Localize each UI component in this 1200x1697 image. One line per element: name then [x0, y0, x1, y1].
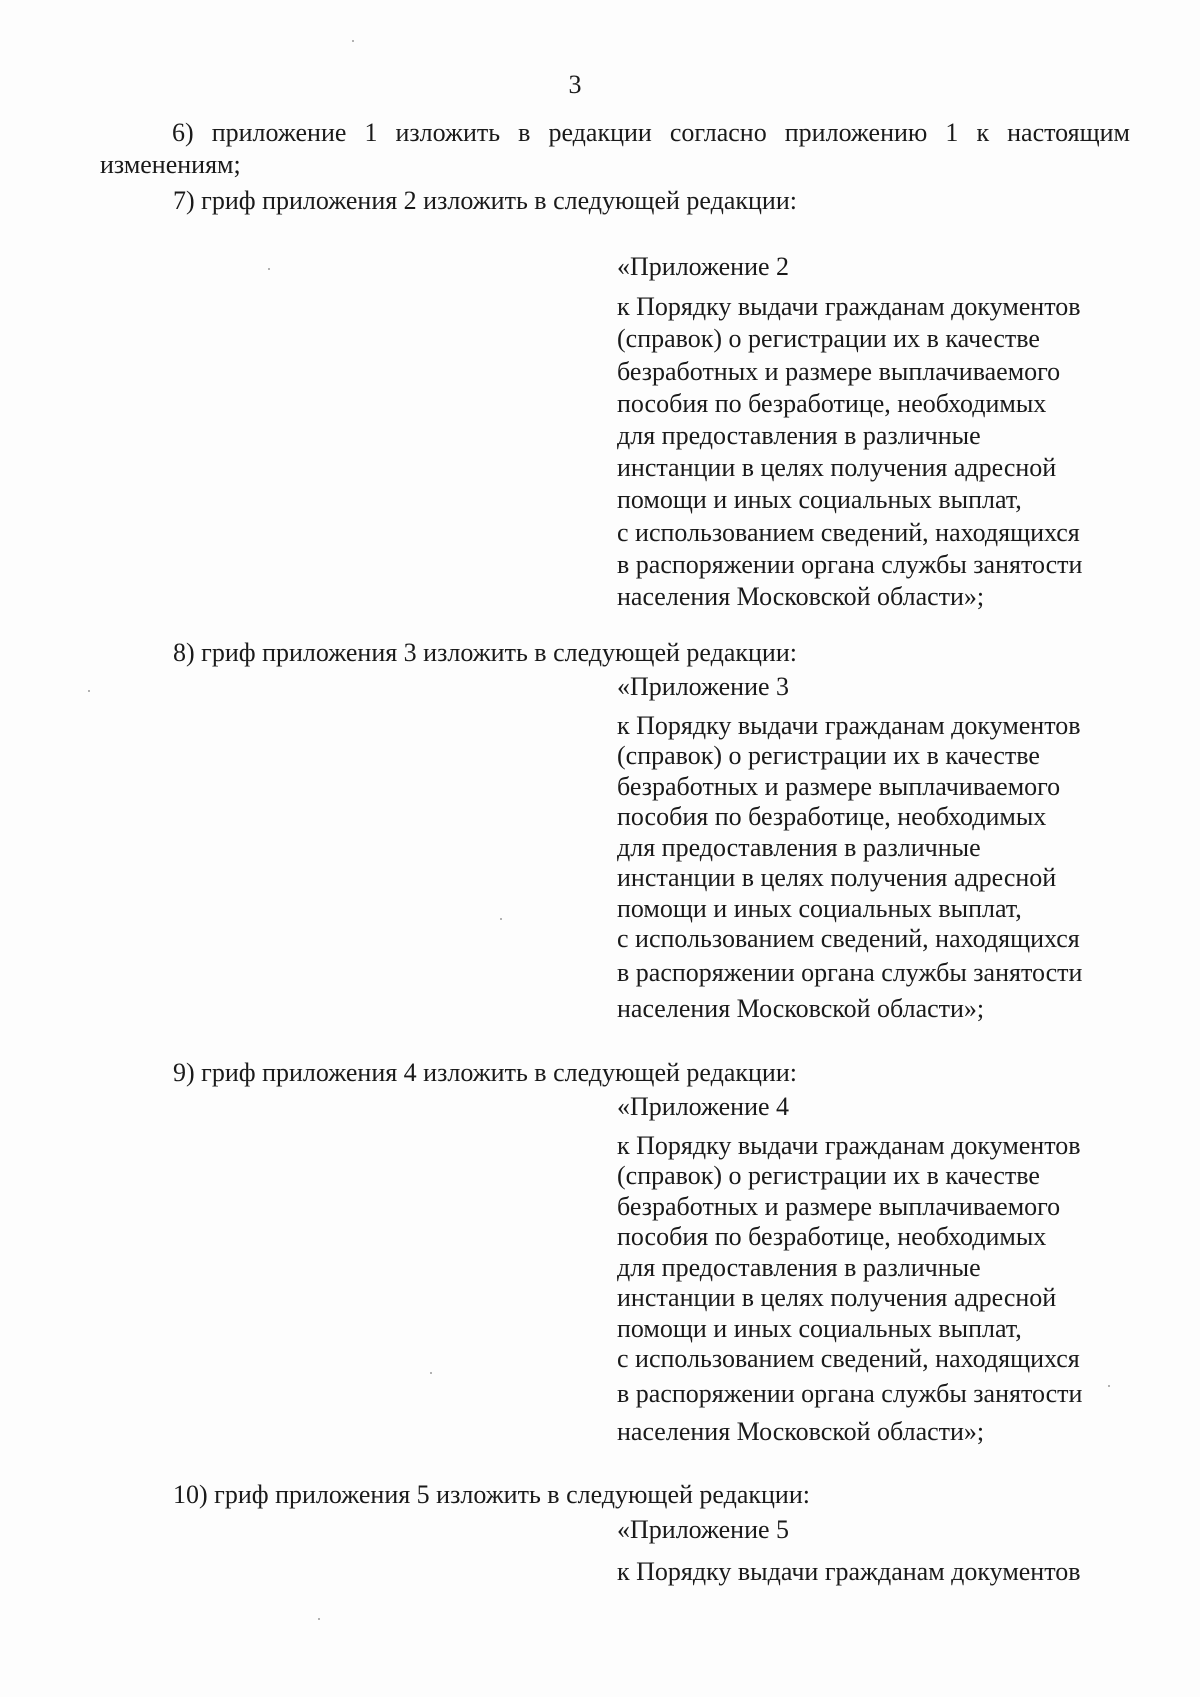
appendix-2-line: к Порядку выдачи гражданам документов	[617, 292, 1081, 322]
scan-speck	[500, 918, 502, 920]
item-6-paragraph: 6) приложение 1 изложить в редакции согласно приложению 1 к настоящим изменениям;	[100, 118, 1130, 179]
appendix-3-line: безработных и размере выплачиваемого	[617, 771, 1061, 801]
appendix-2-stamp-block	[617, 251, 1137, 613]
appendix-4-line: для предоставления в различные	[617, 1252, 981, 1282]
appendix-5-line: к Порядку выдачи гражданам документов	[617, 1557, 1081, 1586]
appendix-4-line: в распоряжении органа службы занятости	[617, 1378, 1083, 1408]
item-10-heading: 10) гриф приложения 5 изложить в следующей редакции:	[173, 1480, 810, 1509]
appendix-3-line: инстанции в целях получения адресной	[617, 863, 1057, 892]
appendix-2-line: безработных и размере выплачиваемого	[617, 356, 1061, 386]
appendix-3-line: к Порядку выдачи гражданам документов	[617, 710, 1081, 740]
appendix-2-line: (справок) о регистрации их в качестве	[617, 324, 1040, 354]
appendix-2-line: для предоставления в различные	[617, 420, 981, 450]
appendix-2-line: инстанции в целях получения адресной	[617, 453, 1057, 483]
appendix-3-line: помощи и иных социальных выплат,	[617, 893, 1022, 923]
scan-speck	[1108, 1385, 1110, 1387]
appendix-3-line: с использованием сведений, находящихся	[617, 924, 1080, 953]
appendix-4-line: пособия по безработице, необходимых	[617, 1222, 1047, 1251]
appendix-4-line: населения Московской области»;	[617, 1416, 985, 1446]
appendix-4-title: «Приложение 4	[617, 1092, 790, 1121]
appendix-5-stamp-block	[617, 1514, 1137, 1588]
scan-speck	[352, 40, 354, 42]
item-9-heading: 9) гриф приложения 4 изложить в следующей редакции:	[173, 1058, 797, 1087]
item-8-heading: 8) гриф приложения 3 изложить в следующей редакции:	[173, 638, 797, 667]
appendix-3-line: в распоряжении органа службы занятости	[617, 957, 1083, 987]
appendix-3-stamp-block	[617, 672, 1137, 1027]
appendix-2-line: помощи и иных социальных выплат,	[617, 485, 1022, 515]
appendix-2-title: «Приложение 2	[617, 252, 790, 281]
appendix-3-title: «Приложение 3	[617, 672, 790, 701]
appendix-4-line: к Порядку выдачи гражданам документов	[617, 1130, 1081, 1160]
appendix-3-line: (справок) о регистрации их в качестве	[617, 741, 1040, 770]
appendix-4-line: безработных и размере выплачиваемого	[617, 1191, 1061, 1221]
appendix-4-line: (справок) о регистрации их в качестве	[617, 1161, 1040, 1190]
appendix-2-line: населения Московской области»;	[617, 581, 985, 611]
appendix-5-title: «Приложение 5	[617, 1515, 790, 1544]
scan-speck	[430, 1372, 432, 1374]
appendix-4-line: помощи и иных социальных выплат,	[617, 1313, 1022, 1343]
appendix-4-line: с использованием сведений, находящихся	[617, 1344, 1080, 1373]
scan-speck	[268, 268, 270, 270]
appendix-2-line: в распоряжении органа службы занятости	[617, 549, 1083, 579]
appendix-2-line: пособия по безработице, необходимых	[617, 388, 1047, 418]
appendix-3-line: пособия по безработице, необходимых	[617, 802, 1047, 831]
scan-speck	[318, 1618, 320, 1620]
appendix-3-line: для предоставления в различные	[617, 832, 981, 862]
appendix-2-line: с использованием сведений, находящихся	[617, 517, 1080, 547]
page-number: 3	[568, 70, 582, 99]
item-7-heading: 7) гриф приложения 2 изложить в следующей редакции:	[173, 186, 797, 215]
scan-speck	[88, 690, 90, 692]
appendix-4-stamp-block	[617, 1092, 1137, 1451]
appendix-4-line: инстанции в целях получения адресной	[617, 1283, 1057, 1312]
appendix-3-line: населения Московской области»;	[617, 993, 985, 1023]
